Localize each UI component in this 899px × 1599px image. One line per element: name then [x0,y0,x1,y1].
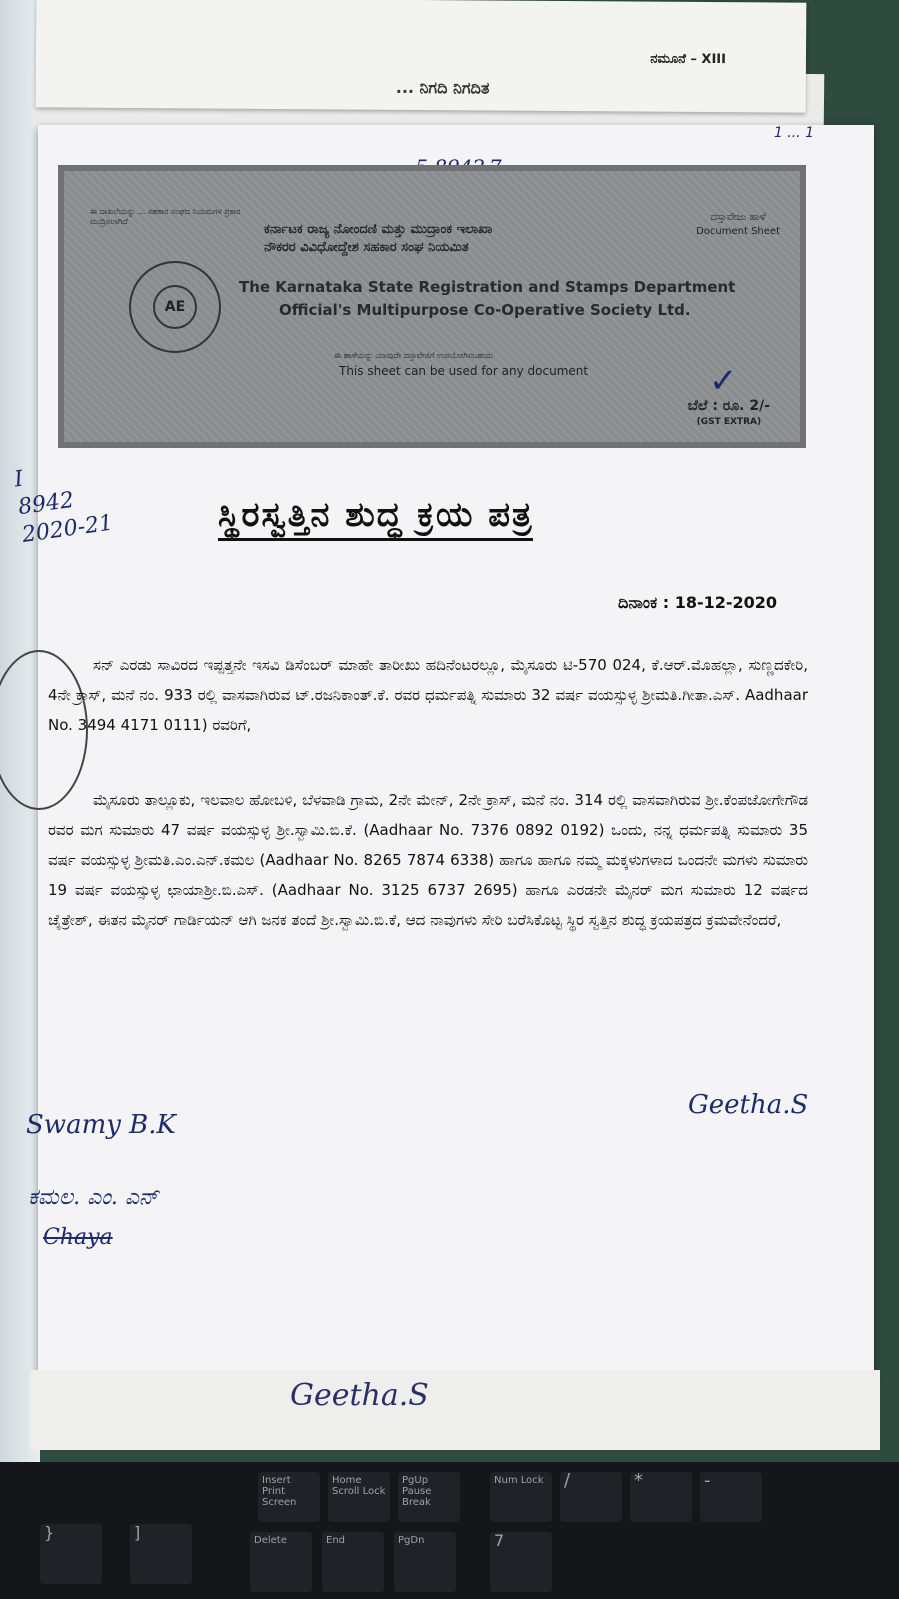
paragraph-1-text: ಸನ್ ಎರಡು ಸಾವಿರದ ಇಪ್ಪತ್ತನೇ ಇಸವಿ ಡಿಸೆಂಬರ್ ಮಾಹೇ ತಾರೀಖು ಹದಿನೆಂಟರಲ್ಲೂ, ಮೈಸೂರು ಟಿ-570 024, ಕೆ.ಆರ್.ಮೊಹಲ್ಲಾ, ಸುಣ್ಣದಕೇರಿ, 4ನೇ ಕ್ರಾಸ್, ಮನೆ ನಂ. 933 ರಲ್ಲಿ ವಾಸವಾಗಿರುವ ಟ್.ರಜನಿಕಾಂತ್.ಕೆ. ರವರ ಧರ್ಮಪತ್ನಿ ಸುಮಾರು 32 ವರ್ಷ ವಯಸ್ಸುಳ್ಳ ಶ್ರೀಮತಿ.ಗೀತಾ.ಎಸ್. Aadhaar No. 3494 4171 0111) ರವರಿಗೆ, [48,656,808,734]
key-print-label: Print Screen [262,1486,297,1508]
paragraph-2-text: ಮೈಸೂರು ತಾಲ್ಲೂಕು, ಇಲವಾಲ ಹೋಬಳಿ, ಬೆಳವಾಡಿ ಗ್ರಾಮ, 2ನೇ ಮೇನ್, 2ನೇ ಕ್ರಾಸ್, ಮನೆ ನಂ. 314 ರಲ್ಲಿ ವಾಸವಾಗಿರುವ ಶ್ರೀ.ಕೆಂಪಜೋಗೇಗೌಡ ರವರ ಮಗ ಸುಮಾರು 47 ವರ್ಷ ವಯಸ್ಸುಳ್ಳ ಶ್ರೀ.ಸ್ವಾಮಿ.ಬಿ.ಕೆ. (Aadhaar No. 7376 0892 0192) ಒಂದು, ನನ್ನ ಧರ್ಮಪತ್ನಿ ಸುಮಾರು 35 ವರ್ಷ ವಯಸ್ಸುಳ್ಳ ಶ್ರೀಮತಿ.ಎಂ.ಎನ್.ಕಮಲ (Aadhaar No. 8265 7874 6338) ಹಾಗೂ ಹಾಗೂ ನಮ್ಮ ಮಕ್ಕಳುಗಳಾದ ಒಂದನೇ ಮಗಳು ಸುಮಾರು 19 ವರ್ಷ ವಯಸ್ಸುಳ್ಳ ಛಾಯಾಶ್ರೀ.ಬಿ.ಎಸ್. (Aadhaar No. 3125 6737 2695) ಹಾಗೂ ಎರಡನೇ ಮೈನರ್ ಮಗ ಸುಮಾರು 12 ವರ್ಷದ ಚೈತ್ರೇಶ್, ಈತನ ಮೈನರ್ ಗಾರ್ಡಿಯನ್ ಆಗಿ ಜನಕ ತಂದೆ ಶ್ರೀ.ಸ್ವಾಮಿ.ಬಿ.ಕೆ, ಆದ ನಾವುಗಳು ಸೇರಿ ಬರೆಸಿಕೊಟ್ಟ ಸ್ಥಿರ ಸ್ವತ್ತಿನ ಶುದ್ಧ ಕ್ರಯಪತ್ರದ ಕ್ರಮವೇನೆಂದರೆ, [48,791,808,929]
key-num-lock[interactable] [490,1472,552,1522]
stamp-kn-title-2: ನೌಕರರ ವಿವಿಧೋದ್ದೇಶ ಸಹಕಾರ ಸಂಘ ನಿಯಮಿತ [264,240,469,255]
key-multiply[interactable]: * [630,1472,692,1522]
key-scroll-lock[interactable] [328,1472,390,1522]
under-sheet [30,1370,880,1450]
signature-bottom: Geetha.S [290,1378,429,1413]
stamp-price [688,399,770,429]
signature-kamala: ಕಮಲ. ಎಂ. ಎನ್ [28,1185,159,1210]
stamp-en-title-2: Official's Multipurpose Co-Operative Society Ltd. [279,301,691,319]
key-delete[interactable]: Delete [250,1532,312,1592]
price-value: ಬೆಲೆ : ರೂ. 2/- [687,398,770,414]
key-divide[interactable]: / [560,1472,622,1522]
signature-swamy: Swamy B.K [26,1110,176,1140]
corner-mark: 1 ... 1 [773,125,814,141]
key-end[interactable]: End [322,1532,384,1592]
key-pause[interactable] [398,1472,460,1522]
key-insert-label: Insert [262,1475,291,1486]
form-number: ನಮೂನೆ – XIII [650,51,727,68]
key-pgdn[interactable]: PgDn [394,1532,456,1592]
key-numlock-label: Num Lock [494,1475,544,1486]
key-pgup-label: PgUp [402,1475,429,1486]
keyboard [0,1462,899,1599]
signature-chaya: Chaya [43,1225,113,1250]
margin-handwritten-note [13,454,115,550]
stamp-kn-title [264,221,664,257]
doc-sheet-en: Document Sheet [696,226,780,237]
tick-mark: ✓ [709,361,738,401]
signature-geetha: Geetha.S [688,1090,809,1120]
key-scroll-label: Scroll Lock [332,1486,386,1497]
society-seal [129,261,221,353]
margin-line-1: I [12,466,25,493]
back-sheet-text: ... ನಿಗದಿ ನಿಗದಿತ [395,77,490,98]
key-home-label: Home [332,1475,362,1486]
key-print-screen[interactable] [258,1472,320,1522]
margin-line-2: 8942 [16,487,76,521]
back-sheet [36,0,807,113]
margin-line-3: 2020-21 [20,510,115,548]
stamp-kn-title-1: ಕರ್ನಾಟಕ ರಾಜ್ಯ ನೋಂದಣಿ ಮತ್ತು ಮುದ್ರಾಂಕ ಇಲಾಖಾ [264,222,493,237]
deed-paragraph-1 [48,650,808,740]
stamp-use-en: This sheet can be used for any document [339,364,589,378]
key-brace[interactable]: } [40,1524,102,1584]
stamp-en-title-1: The Karnataka State Registration and Stamps Department [239,278,736,296]
document-sheet-label [696,211,780,239]
deed-title: ಸ್ಥಿರಸ್ವತ್ತಿನ ಶುದ್ಧ ಕ್ರಯ ಪತ್ರ [218,495,534,535]
price-note: (GST EXTRA) [696,417,762,427]
deed-date: ದಿನಾಂಕ : 18-12-2020 [618,593,778,612]
stamp-kn-small: ಈ ದಾಖಲೆಯನ್ನು ... ಸಹಕಾರ ಸಂಘದ ನಿಯಮಗಳ ಪ್ರಕಾರ ಮುದ್ರಿಸಲಾಗಿದೆ [90,207,241,226]
key-7[interactable]: 7 [490,1532,552,1592]
key-bracket[interactable]: ] [130,1524,192,1584]
seal-center: AE [153,285,197,329]
stamp-use-kn: ಈ ಹಾಳೆಯನ್ನು ಯಾವುದೇ ದಸ್ತಾವೇಜಿಗೆ ಉಪಯೋಗಿಸಬಹುದು [334,351,494,360]
stamp-paper-header [58,165,806,448]
document-sheet [12,125,874,1375]
key-minus[interactable]: - [700,1472,762,1522]
deed-paragraph-2 [48,785,808,935]
key-pause-label: Pause Break [402,1486,432,1508]
doc-sheet-kn: ದಸ್ತಾವೇಜು ಹಾಳೆ [710,212,766,223]
